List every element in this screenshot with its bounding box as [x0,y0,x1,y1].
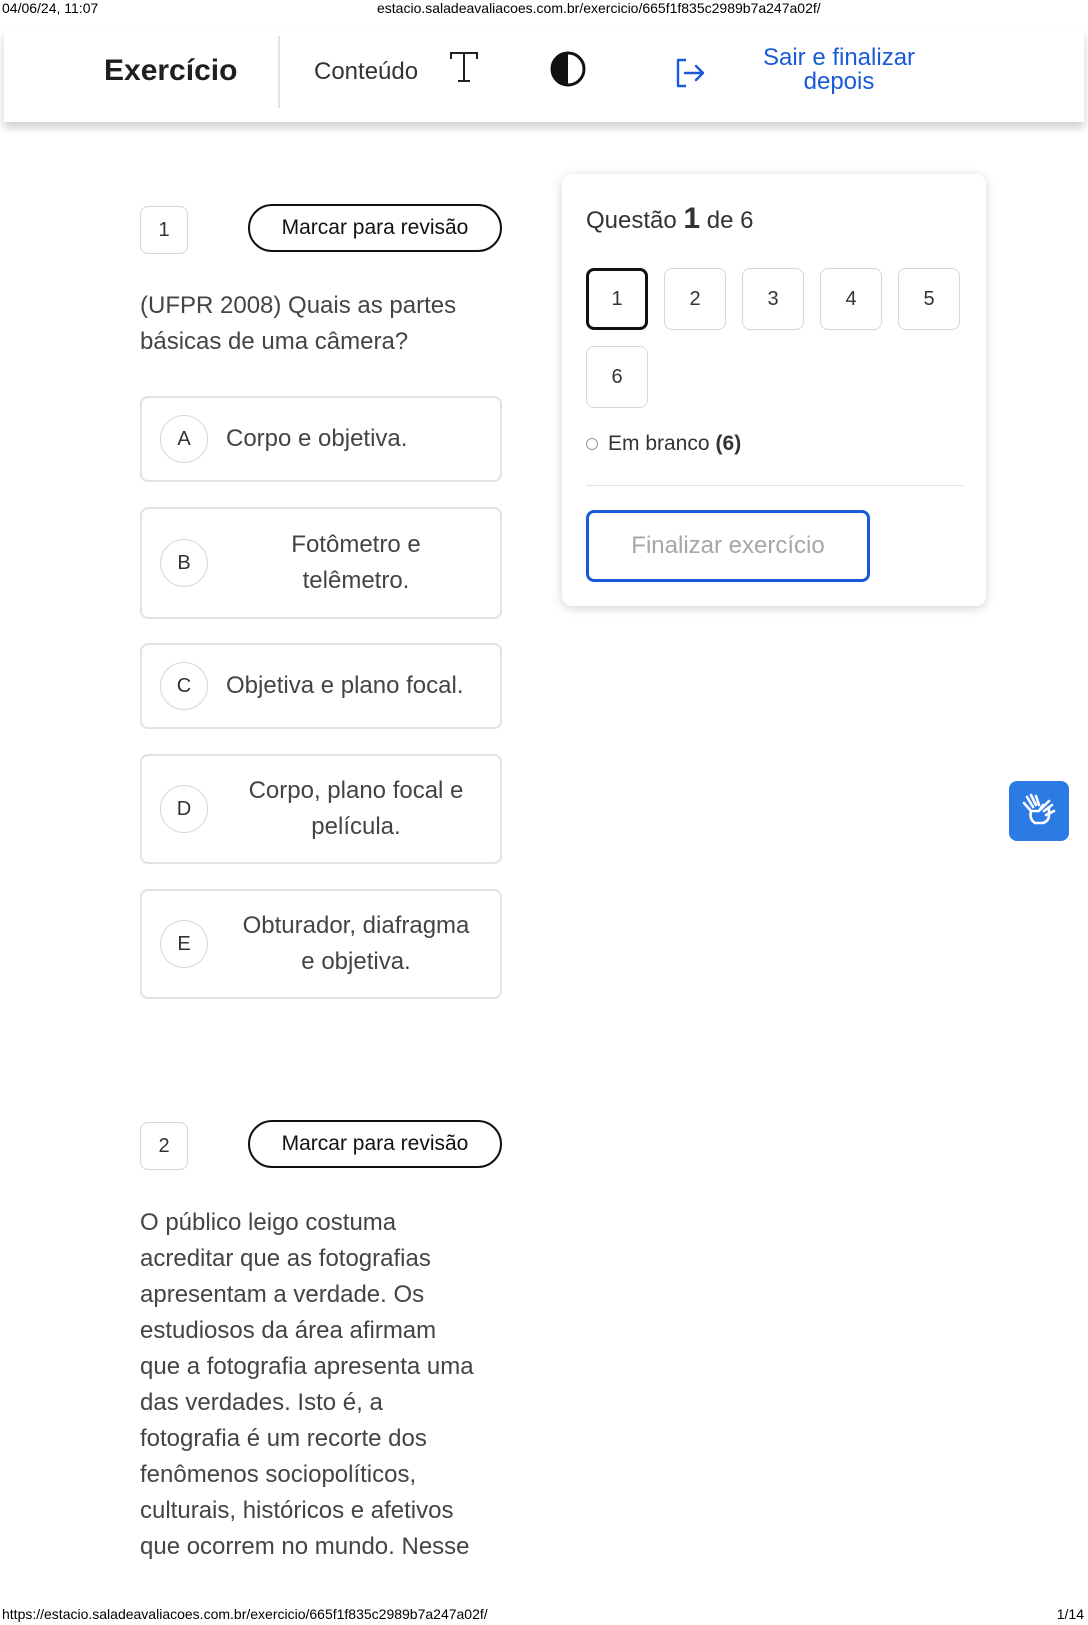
status-count: (6) [715,432,742,455]
question-1-line: básicas de uma câmera? [140,328,409,355]
print-date: 04/06/24, 11:07 [2,0,99,16]
exit-label-line2: depois [803,68,875,95]
navigator-current-question: 1 [683,202,701,235]
question-text-1 [140,288,510,360]
question-2-line: acreditar que as fotografias [140,1245,431,1272]
option-text-a: Corpo e objetiva. [226,425,408,452]
nav-question-3[interactable]: 3 [742,268,804,330]
question-2-line: estudiosos da área afirmam [140,1317,437,1344]
question-2-line: culturais, históricos e afetivos [140,1497,454,1524]
topbar-divider [278,36,280,108]
blank-status [586,432,741,456]
question-2-line: fenômenos sociopolíticos, [140,1461,417,1488]
nav-question-4[interactable]: 4 [820,268,882,330]
option-b-line: telêmetro. [302,567,410,594]
question-2-line: das verdades. Isto é, a [140,1389,383,1416]
top-bar [4,28,1084,122]
option-letter-a: A [160,415,208,463]
page-title: Exercício [104,54,238,87]
option-letter-e: E [160,920,208,968]
option-d[interactable] [140,754,502,864]
sign-language-hands-icon [1019,791,1059,831]
question-2-line: que ocorrem no mundo. Nesse [140,1533,470,1560]
navigator-heading [586,202,753,236]
option-text-e [226,908,486,980]
contrast-icon[interactable] [549,50,587,88]
option-d-line: Corpo, plano focal e [248,777,464,804]
option-e[interactable] [140,889,502,999]
question-2-line: apresentam a verdade. Os [140,1281,425,1308]
status-circle-icon [586,438,598,450]
content-label[interactable]: Conteúdo [314,58,419,85]
nav-question-6[interactable]: 6 [586,346,648,408]
option-b-line: Fotômetro e [291,531,421,558]
print-footer-url: https://estacio.saladeavaliacoes.com.br/exercicio/665f1f835c2989b7a247a02f/ [2,1606,488,1622]
finish-exercise-button[interactable]: Finalizar exercício [586,510,870,582]
exit-label-line1: Sair e finalizar [762,44,916,71]
option-letter-d: D [160,785,208,833]
font-size-icon[interactable] [448,50,480,84]
option-text-c: Objetiva e plano focal. [226,672,464,699]
question-number-1: 1 [140,206,188,254]
mark-review-button-1[interactable]: Marcar para revisão [248,204,502,252]
option-d-line: película. [311,813,401,840]
libras-accessibility-button[interactable] [1009,781,1069,841]
nav-question-1[interactable]: 1 [586,268,648,330]
print-page-number: 1/14 [1056,1606,1084,1622]
navigator-heading-prefix: Questão [586,207,677,234]
status-label: Em branco [608,432,710,455]
question-2-line: que a fotografia apresenta uma [140,1353,474,1380]
option-a[interactable] [140,396,502,482]
option-text-d [226,773,486,845]
question-navigator [562,174,986,606]
exit-finish-later-button[interactable] [744,46,934,94]
option-b[interactable] [140,507,502,619]
option-e-line: Obturador, diafragma [242,912,470,939]
question-number-2: 2 [140,1122,188,1170]
nav-question-5[interactable]: 5 [898,268,960,330]
option-c[interactable] [140,643,502,729]
option-letter-b: B [160,539,208,587]
navigator-heading-suffix: de 6 [706,207,754,234]
option-letter-c: C [160,662,208,710]
print-footer [0,1606,1088,1624]
option-e-line: e objetiva. [301,948,411,975]
question-text-2 [140,1205,510,1565]
nav-question-2[interactable]: 2 [664,268,726,330]
navigator-divider [586,485,964,486]
option-text-b [226,527,486,599]
exit-arrow-icon[interactable] [673,56,707,90]
print-header-url: estacio.saladeavaliacoes.com.br/exercicio/665f1f835c2989b7a247a02f/ [377,0,821,16]
question-1-line: (UFPR 2008) Quais as partes [140,292,457,319]
question-2-line: O público leigo costuma [140,1209,397,1236]
mark-review-button-2[interactable]: Marcar para revisão [248,1120,502,1168]
question-2-line: fotografia é um recorte dos [140,1425,427,1452]
print-header [0,0,1088,18]
